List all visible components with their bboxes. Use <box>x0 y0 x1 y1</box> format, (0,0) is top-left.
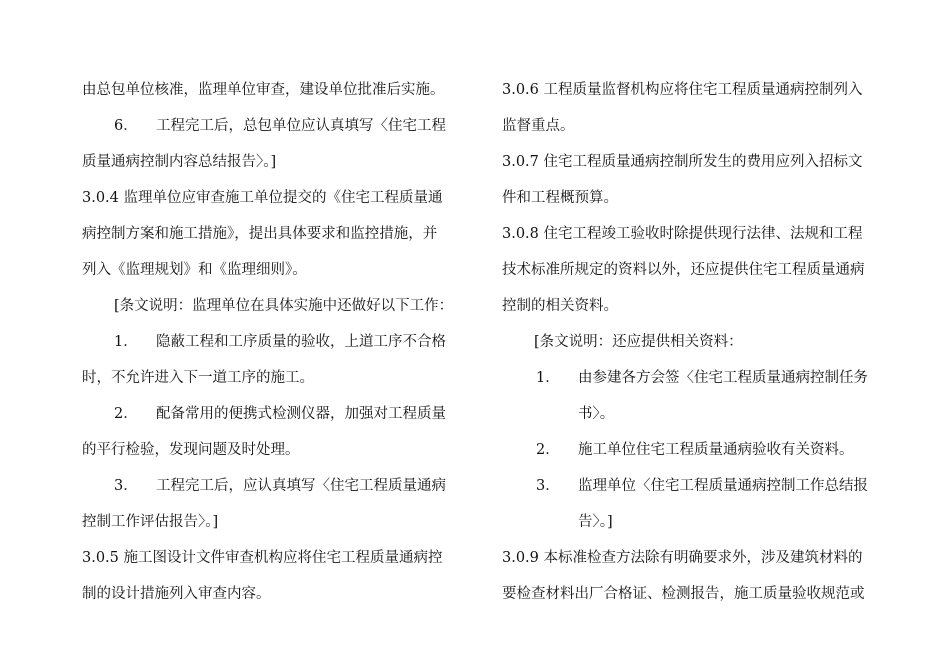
list-text: 隐蔽工程和工序质量的验收，上道工序不合格 <box>156 334 446 350</box>
list-item-2 <box>82 396 480 432</box>
clause-3-0-6-line2: 监督重点。 <box>502 118 575 134</box>
text-line: 质量通病控制内容总结报告〉。] <box>82 154 277 170</box>
list-item-1 <box>502 360 900 396</box>
list-text: 监理单位〈住宅工程质量通病控制工作总结报 <box>578 478 868 494</box>
list-number: 1． <box>114 334 138 350</box>
list-number: 2． <box>114 406 138 422</box>
clause-3-0-6-line1: 3.0.6 工程质量监督机构应将住宅工程质量通病控制列入 <box>502 82 863 98</box>
clause-note: [条文说明：监理单位在具体实施中还做好以下工作： <box>114 298 454 314</box>
clause-3-0-8-line3: 控制的相关资料。 <box>502 298 618 314</box>
clause-3-0-7-line1: 3.0.7 住宅工程质量通病控制所发生的费用应列入招标文 <box>502 154 863 170</box>
list-item-1 <box>82 324 480 360</box>
list-text: 施工单位住宅工程质量通病验收有关资料。 <box>578 442 854 458</box>
list-number: 3． <box>114 478 138 494</box>
clause-3-0-7-line2: 件和工程概预算。 <box>502 190 618 206</box>
clause-3-0-8-line2: 技术标准所规定的资料以外，还应提供住宅工程质量通病 <box>502 262 865 278</box>
text-line: 的平行检验，发现问题及时处理。 <box>82 442 300 458</box>
right-column <box>502 72 900 612</box>
list-number: 6． <box>114 118 138 134</box>
clause-3-0-4-line1: 3.0.4 监理单位应审查施工单位提交的《住宅工程质量通 <box>82 190 443 206</box>
list-number: 3． <box>536 478 560 494</box>
clause-3-0-5-line1: 3.0.5 施工图设计文件审查机构应将住宅工程质量通病控 <box>82 550 443 566</box>
list-item-3 <box>82 468 480 504</box>
left-column <box>82 72 480 612</box>
text-line: 控制工作评估报告〉。] <box>82 514 219 530</box>
list-text: 工程完工后，应认真填写〈住宅工程质量通病 <box>156 478 446 494</box>
list-number: 2． <box>536 442 560 458</box>
clause-3-0-8-line1: 3.0.8 住宅工程竣工验收时除提供现行法律、法规和工程 <box>502 226 863 242</box>
clause-note: [条文说明：还应提供相关资料： <box>534 334 743 350</box>
list-item-6 <box>82 108 480 144</box>
clause-3-0-4-line3: 列入《监理规划》和《监理细则》。 <box>82 262 307 278</box>
text-line: 时，不允许进入下一道工序的施工。 <box>82 370 314 386</box>
clause-3-0-5-line2: 制的设计措施列入审查内容。 <box>82 586 271 602</box>
list-text: 工程完工后，总包单位应认真填写〈住宅工程 <box>156 118 446 134</box>
list-item-3 <box>502 468 900 504</box>
text-line: 由总包单位核准，监理单位审查，建设单位批准后实施。 <box>82 82 445 98</box>
list-text: 配备常用的便携式检测仪器，加强对工程质量 <box>156 406 446 422</box>
list-number: 1． <box>536 370 560 386</box>
list-text: 由参建各方会签〈住宅工程质量通病控制任务 <box>578 370 868 386</box>
text-line: 书〉。 <box>578 406 615 422</box>
clause-3-0-9-line2: 要检查材料出厂合格证、检测报告，施工质量验收规范或 <box>502 586 865 602</box>
text-line: 告〉。] <box>578 514 613 530</box>
list-item-2 <box>502 432 900 468</box>
clause-3-0-9-line1: 3.0.9 本标准检查方法除有明确要求外，涉及建筑材料的 <box>502 550 863 566</box>
clause-3-0-4-line2: 病控制方案和施工措施》，提出具体要求和监控措施，并 <box>82 226 438 242</box>
